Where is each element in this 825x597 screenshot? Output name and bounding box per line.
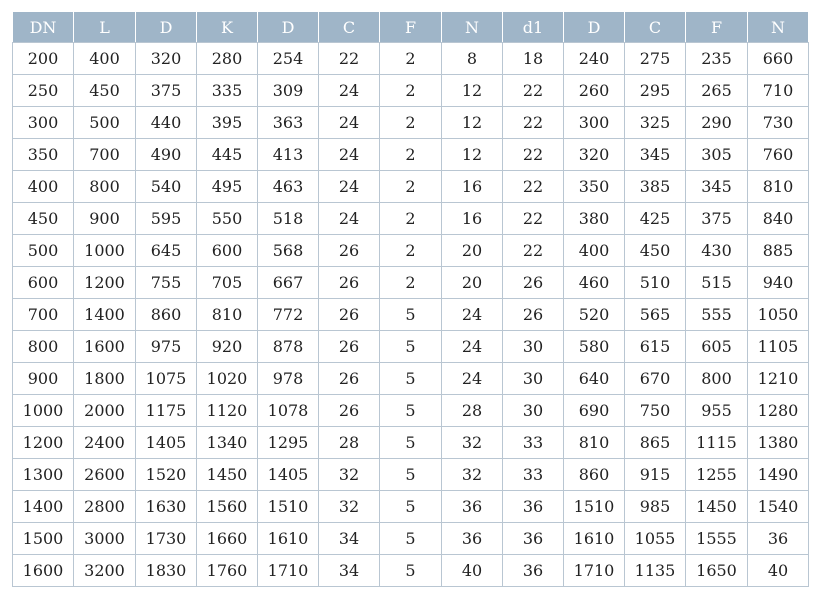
table-cell: 1300 bbox=[13, 459, 74, 491]
table-cell: 32 bbox=[442, 459, 503, 491]
table-cell: 515 bbox=[686, 267, 748, 299]
table-cell: 1540 bbox=[748, 491, 809, 523]
table-cell: 1078 bbox=[258, 395, 319, 427]
table-cell: 36 bbox=[442, 523, 503, 555]
table-cell: 36 bbox=[503, 555, 564, 587]
table-cell: 660 bbox=[748, 43, 809, 75]
table-cell: 1510 bbox=[564, 491, 625, 523]
table-cell: 36 bbox=[503, 491, 564, 523]
table-cell: 900 bbox=[13, 363, 74, 395]
table-cell: 1380 bbox=[748, 427, 809, 459]
table-cell: 24 bbox=[319, 75, 380, 107]
table-cell: 915 bbox=[625, 459, 686, 491]
table-row bbox=[13, 363, 809, 395]
table-cell: 2400 bbox=[74, 427, 136, 459]
table-cell: 3200 bbox=[74, 555, 136, 587]
table-cell: 24 bbox=[442, 331, 503, 363]
table-cell: 280 bbox=[197, 43, 258, 75]
table-cell: 260 bbox=[564, 75, 625, 107]
table-row bbox=[13, 395, 809, 427]
table-cell: 36 bbox=[503, 523, 564, 555]
table-cell: 24 bbox=[319, 139, 380, 171]
table-cell: 1405 bbox=[258, 459, 319, 491]
table-cell: 1175 bbox=[136, 395, 197, 427]
table-cell: 810 bbox=[748, 171, 809, 203]
table-cell: 250 bbox=[13, 75, 74, 107]
table-cell: 1115 bbox=[686, 427, 748, 459]
table-cell: 33 bbox=[503, 427, 564, 459]
table-cell: 1020 bbox=[197, 363, 258, 395]
table-cell: 16 bbox=[442, 171, 503, 203]
table-row bbox=[13, 235, 809, 267]
table-cell: 400 bbox=[564, 235, 625, 267]
table-cell: 463 bbox=[258, 171, 319, 203]
table-cell: 840 bbox=[748, 203, 809, 235]
table-cell: 520 bbox=[564, 299, 625, 331]
table-cell: 22 bbox=[319, 43, 380, 75]
table-cell: 385 bbox=[625, 171, 686, 203]
table-cell: 700 bbox=[74, 139, 136, 171]
column-header: d1 bbox=[503, 12, 564, 43]
table-cell: 1000 bbox=[74, 235, 136, 267]
table-cell: 2600 bbox=[74, 459, 136, 491]
table-cell: 710 bbox=[748, 75, 809, 107]
table-cell: 335 bbox=[197, 75, 258, 107]
table-cell: 1630 bbox=[136, 491, 197, 523]
table-cell: 605 bbox=[686, 331, 748, 363]
table-cell: 1055 bbox=[625, 523, 686, 555]
table-cell: 309 bbox=[258, 75, 319, 107]
table-cell: 1800 bbox=[74, 363, 136, 395]
table-cell: 1280 bbox=[748, 395, 809, 427]
table-cell: 26 bbox=[319, 331, 380, 363]
table-cell: 885 bbox=[748, 235, 809, 267]
table-cell: 26 bbox=[319, 395, 380, 427]
table-cell: 345 bbox=[686, 171, 748, 203]
table-cell: 320 bbox=[564, 139, 625, 171]
column-header: L bbox=[74, 12, 136, 43]
table-cell: 345 bbox=[625, 139, 686, 171]
table-cell: 900 bbox=[74, 203, 136, 235]
table-cell: 5 bbox=[380, 363, 442, 395]
table-cell: 395 bbox=[197, 107, 258, 139]
column-header: C bbox=[625, 12, 686, 43]
table-cell: 24 bbox=[442, 363, 503, 395]
table-cell: 430 bbox=[686, 235, 748, 267]
table-cell: 36 bbox=[748, 523, 809, 555]
table-cell: 1650 bbox=[686, 555, 748, 587]
table-cell: 1710 bbox=[564, 555, 625, 587]
table-cell: 295 bbox=[625, 75, 686, 107]
table-cell: 18 bbox=[503, 43, 564, 75]
table-cell: 490 bbox=[136, 139, 197, 171]
table-cell: 1500 bbox=[13, 523, 74, 555]
table-cell: 32 bbox=[319, 459, 380, 491]
table-cell: 978 bbox=[258, 363, 319, 395]
table-cell: 705 bbox=[197, 267, 258, 299]
table-row bbox=[13, 139, 809, 171]
table-cell: 5 bbox=[380, 427, 442, 459]
table-cell: 1255 bbox=[686, 459, 748, 491]
table-cell: 20 bbox=[442, 267, 503, 299]
table-cell: 40 bbox=[442, 555, 503, 587]
table-cell: 750 bbox=[625, 395, 686, 427]
table-cell: 16 bbox=[442, 203, 503, 235]
column-header: N bbox=[442, 12, 503, 43]
table-row bbox=[13, 523, 809, 555]
table-cell: 413 bbox=[258, 139, 319, 171]
table-cell: 975 bbox=[136, 331, 197, 363]
table-cell: 800 bbox=[13, 331, 74, 363]
column-header: C bbox=[319, 12, 380, 43]
table-cell: 34 bbox=[319, 555, 380, 587]
table-cell: 1120 bbox=[197, 395, 258, 427]
table-cell: 22 bbox=[503, 203, 564, 235]
table-cell: 518 bbox=[258, 203, 319, 235]
table-cell: 690 bbox=[564, 395, 625, 427]
table-cell: 760 bbox=[748, 139, 809, 171]
table-cell: 1200 bbox=[13, 427, 74, 459]
table-cell: 2 bbox=[380, 203, 442, 235]
table-cell: 645 bbox=[136, 235, 197, 267]
table-cell: 550 bbox=[197, 203, 258, 235]
table-cell: 235 bbox=[686, 43, 748, 75]
table-cell: 26 bbox=[319, 363, 380, 395]
table-cell: 800 bbox=[686, 363, 748, 395]
table-cell: 920 bbox=[197, 331, 258, 363]
table-cell: 878 bbox=[258, 331, 319, 363]
table-header bbox=[13, 12, 809, 43]
table-cell: 600 bbox=[197, 235, 258, 267]
table-cell: 8 bbox=[442, 43, 503, 75]
table-cell: 860 bbox=[564, 459, 625, 491]
header-row bbox=[13, 12, 809, 43]
table-cell: 24 bbox=[319, 203, 380, 235]
table-cell: 1600 bbox=[74, 331, 136, 363]
table-cell: 425 bbox=[625, 203, 686, 235]
table-cell: 1610 bbox=[564, 523, 625, 555]
table-cell: 667 bbox=[258, 267, 319, 299]
table-cell: 2 bbox=[380, 43, 442, 75]
table-cell: 350 bbox=[564, 171, 625, 203]
table-cell: 36 bbox=[442, 491, 503, 523]
table-cell: 26 bbox=[503, 299, 564, 331]
table-cell: 1730 bbox=[136, 523, 197, 555]
table-row bbox=[13, 43, 809, 75]
column-header: F bbox=[380, 12, 442, 43]
table-cell: 1000 bbox=[13, 395, 74, 427]
table-cell: 985 bbox=[625, 491, 686, 523]
table-cell: 12 bbox=[442, 139, 503, 171]
table-cell: 670 bbox=[625, 363, 686, 395]
table-cell: 1560 bbox=[197, 491, 258, 523]
table-cell: 200 bbox=[13, 43, 74, 75]
table-cell: 22 bbox=[503, 171, 564, 203]
table-cell: 1050 bbox=[748, 299, 809, 331]
table-cell: 5 bbox=[380, 555, 442, 587]
table-cell: 1135 bbox=[625, 555, 686, 587]
table-row bbox=[13, 331, 809, 363]
table-cell: 22 bbox=[503, 139, 564, 171]
table-cell: 32 bbox=[442, 427, 503, 459]
column-header: K bbox=[197, 12, 258, 43]
table-cell: 1400 bbox=[74, 299, 136, 331]
table-cell: 28 bbox=[442, 395, 503, 427]
table-cell: 2000 bbox=[74, 395, 136, 427]
table-cell: 2 bbox=[380, 171, 442, 203]
table-cell: 500 bbox=[74, 107, 136, 139]
table-cell: 380 bbox=[564, 203, 625, 235]
table-row bbox=[13, 555, 809, 587]
table-cell: 305 bbox=[686, 139, 748, 171]
table-cell: 254 bbox=[258, 43, 319, 75]
table-cell: 3000 bbox=[74, 523, 136, 555]
table-cell: 2 bbox=[380, 235, 442, 267]
column-header: F bbox=[686, 12, 748, 43]
table-cell: 1830 bbox=[136, 555, 197, 587]
column-header: D bbox=[258, 12, 319, 43]
table-cell: 24 bbox=[319, 171, 380, 203]
table-cell: 33 bbox=[503, 459, 564, 491]
table-cell: 595 bbox=[136, 203, 197, 235]
table-cell: 265 bbox=[686, 75, 748, 107]
table-cell: 810 bbox=[197, 299, 258, 331]
table-cell: 615 bbox=[625, 331, 686, 363]
table-cell: 350 bbox=[13, 139, 74, 171]
column-header: D bbox=[564, 12, 625, 43]
table-cell: 1520 bbox=[136, 459, 197, 491]
table-cell: 1600 bbox=[13, 555, 74, 587]
table-cell: 5 bbox=[380, 523, 442, 555]
table-cell: 26 bbox=[503, 267, 564, 299]
table-cell: 500 bbox=[13, 235, 74, 267]
table-cell: 290 bbox=[686, 107, 748, 139]
column-header: DN bbox=[13, 12, 74, 43]
table-cell: 700 bbox=[13, 299, 74, 331]
table-cell: 5 bbox=[380, 491, 442, 523]
table-cell: 940 bbox=[748, 267, 809, 299]
table-cell: 1660 bbox=[197, 523, 258, 555]
table-cell: 22 bbox=[503, 107, 564, 139]
table-cell: 320 bbox=[136, 43, 197, 75]
table-cell: 450 bbox=[625, 235, 686, 267]
table-row bbox=[13, 459, 809, 491]
table-cell: 2 bbox=[380, 139, 442, 171]
table-cell: 26 bbox=[319, 267, 380, 299]
table-row bbox=[13, 171, 809, 203]
table-cell: 5 bbox=[380, 331, 442, 363]
table-cell: 1450 bbox=[197, 459, 258, 491]
table-cell: 300 bbox=[564, 107, 625, 139]
table-cell: 1295 bbox=[258, 427, 319, 459]
table-cell: 26 bbox=[319, 299, 380, 331]
table-row bbox=[13, 267, 809, 299]
table-cell: 30 bbox=[503, 331, 564, 363]
table-cell: 2 bbox=[380, 267, 442, 299]
table-cell: 5 bbox=[380, 395, 442, 427]
table-cell: 26 bbox=[319, 235, 380, 267]
table-cell: 34 bbox=[319, 523, 380, 555]
table-cell: 540 bbox=[136, 171, 197, 203]
table-cell: 400 bbox=[74, 43, 136, 75]
dimensions-table bbox=[12, 11, 809, 587]
table-cell: 1490 bbox=[748, 459, 809, 491]
table-cell: 325 bbox=[625, 107, 686, 139]
table-cell: 12 bbox=[442, 75, 503, 107]
table-cell: 2 bbox=[380, 107, 442, 139]
table-row bbox=[13, 75, 809, 107]
table-cell: 1450 bbox=[686, 491, 748, 523]
column-header: N bbox=[748, 12, 809, 43]
table-cell: 580 bbox=[564, 331, 625, 363]
table-cell: 32 bbox=[319, 491, 380, 523]
table-cell: 22 bbox=[503, 75, 564, 107]
table-cell: 510 bbox=[625, 267, 686, 299]
table-cell: 5 bbox=[380, 299, 442, 331]
table-cell: 1555 bbox=[686, 523, 748, 555]
table-cell: 363 bbox=[258, 107, 319, 139]
table-cell: 1075 bbox=[136, 363, 197, 395]
table-cell: 24 bbox=[319, 107, 380, 139]
table-cell: 2 bbox=[380, 75, 442, 107]
table-cell: 375 bbox=[136, 75, 197, 107]
table-cell: 1400 bbox=[13, 491, 74, 523]
table-cell: 565 bbox=[625, 299, 686, 331]
table-cell: 30 bbox=[503, 395, 564, 427]
table-row bbox=[13, 107, 809, 139]
table-cell: 22 bbox=[503, 235, 564, 267]
table-cell: 375 bbox=[686, 203, 748, 235]
table-cell: 772 bbox=[258, 299, 319, 331]
table-cell: 450 bbox=[74, 75, 136, 107]
table-row bbox=[13, 427, 809, 459]
column-header: D bbox=[136, 12, 197, 43]
table-cell: 240 bbox=[564, 43, 625, 75]
table-cell: 24 bbox=[442, 299, 503, 331]
table-cell: 1210 bbox=[748, 363, 809, 395]
table-cell: 1510 bbox=[258, 491, 319, 523]
table-cell: 568 bbox=[258, 235, 319, 267]
table-cell: 865 bbox=[625, 427, 686, 459]
table-body bbox=[13, 43, 809, 587]
table-row bbox=[13, 203, 809, 235]
table-cell: 28 bbox=[319, 427, 380, 459]
table-cell: 12 bbox=[442, 107, 503, 139]
table-cell: 1200 bbox=[74, 267, 136, 299]
table-cell: 755 bbox=[136, 267, 197, 299]
table-cell: 1105 bbox=[748, 331, 809, 363]
table-cell: 450 bbox=[13, 203, 74, 235]
table-cell: 5 bbox=[380, 459, 442, 491]
table-cell: 1405 bbox=[136, 427, 197, 459]
table-cell: 1610 bbox=[258, 523, 319, 555]
table-cell: 730 bbox=[748, 107, 809, 139]
table-cell: 1760 bbox=[197, 555, 258, 587]
table-cell: 860 bbox=[136, 299, 197, 331]
table-cell: 275 bbox=[625, 43, 686, 75]
table-cell: 810 bbox=[564, 427, 625, 459]
table-cell: 640 bbox=[564, 363, 625, 395]
table-cell: 30 bbox=[503, 363, 564, 395]
table-cell: 2800 bbox=[74, 491, 136, 523]
table-cell: 445 bbox=[197, 139, 258, 171]
table-row bbox=[13, 491, 809, 523]
table-cell: 955 bbox=[686, 395, 748, 427]
table-cell: 460 bbox=[564, 267, 625, 299]
table-cell: 555 bbox=[686, 299, 748, 331]
table-cell: 1340 bbox=[197, 427, 258, 459]
table-cell: 600 bbox=[13, 267, 74, 299]
table-cell: 20 bbox=[442, 235, 503, 267]
table-cell: 440 bbox=[136, 107, 197, 139]
table-cell: 300 bbox=[13, 107, 74, 139]
table-cell: 400 bbox=[13, 171, 74, 203]
table-row bbox=[13, 299, 809, 331]
table-cell: 495 bbox=[197, 171, 258, 203]
table-cell: 1710 bbox=[258, 555, 319, 587]
table-cell: 800 bbox=[74, 171, 136, 203]
table-cell: 40 bbox=[748, 555, 809, 587]
